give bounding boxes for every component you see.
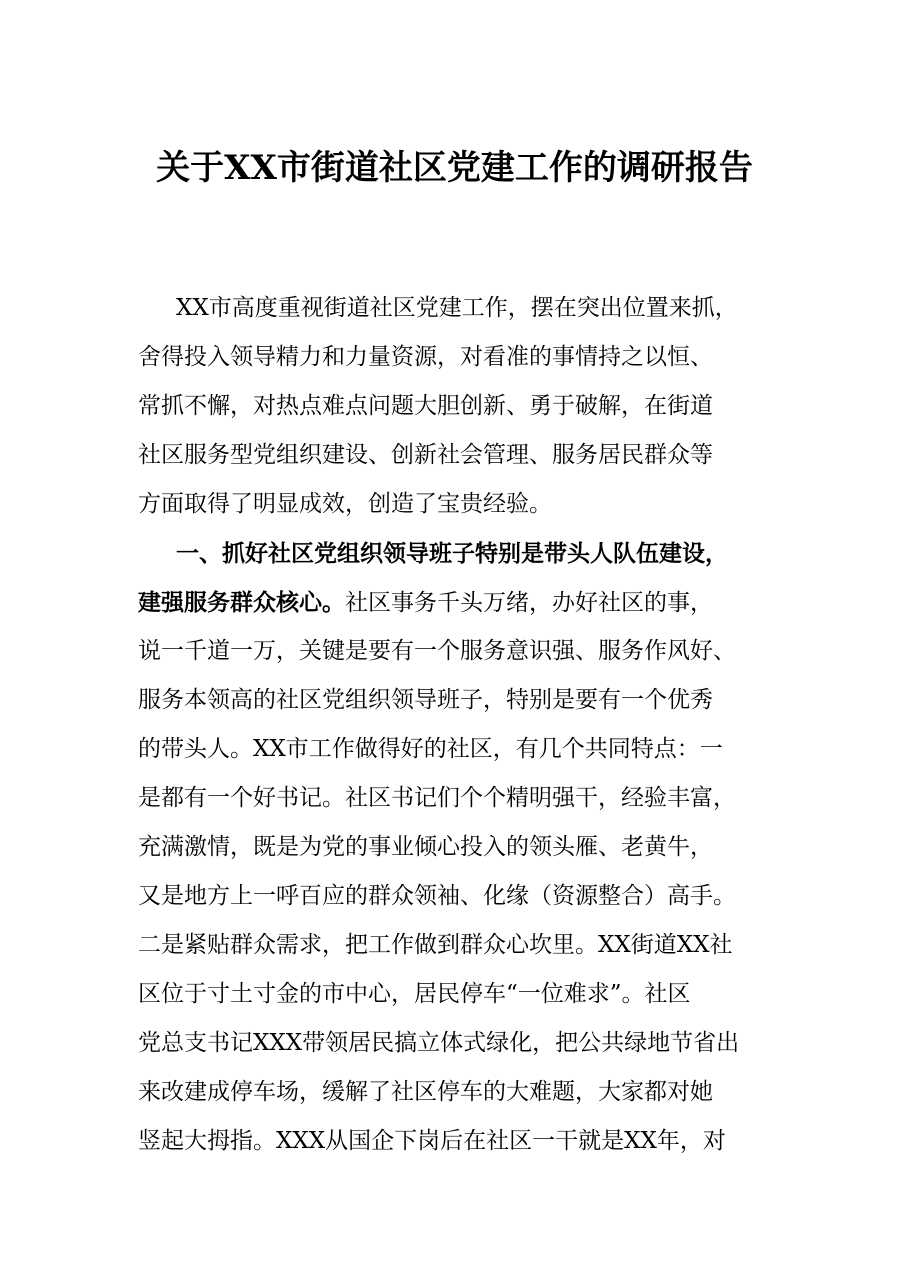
section-heading: 一、抓好社区党组织领导班子特别是带头人队伍建设， [176,540,728,567]
paragraph-line: 区位于寸土寸金的市中心，居民停车“一位难求”。社区 [138,981,691,1007]
section-heading-end: 建强服务群众核心。 [138,589,345,616]
paragraph-line: 说一千道一万，关键是要有一个服务意识强、服务作风好、 [138,638,736,664]
paragraph-line: 来改建成停车场，缓解了社区停车的大难题，大家都对她 [138,1079,713,1105]
paragraph-line: 党总支书记XXX带领居民搞立体式绿化，把公共绿地节省出 [138,1030,740,1056]
paragraph-line: 是都有一个好书记。社区书记们个个精明强干，经验丰富， [138,785,736,811]
paragraph-line: 竖起大拇指。XXX从国企下岗后在社区一干就是XX年，对 [138,1128,726,1154]
intro-paragraph [138,284,778,529]
paragraph-line-text: 社区事务千头万绪，办好社区的事， [345,590,713,616]
paragraph-line: 社区服务型党组织建设、创新社会管理、服务居民群众等 [138,442,713,468]
paragraph-line: 二是紧贴群众需求，把工作做到群众心坎里。XX街道XX社 [138,932,733,958]
paragraph-line: 服务本领高的社区党组织领导班子，特别是要有一个优秀 [138,687,713,713]
paragraph-line: 的带头人。XX市工作做得好的社区，有几个共同特点：一 [138,736,723,762]
document-title: 关于XX市街道社区党建工作的调研报告 [156,148,753,188]
paragraph-line: 又是地方上一呼百应的群众领袖、化缘（资源整合）高手。 [138,883,736,909]
section-1-paragraph [138,529,778,1166]
paragraph-line: 舍得投入领导精力和力量资源，对看准的事情持之以恒、 [138,344,713,370]
paragraph-line: XX市高度重视街道社区党建工作，摆在突出位置来抓， [176,295,738,321]
paragraph-line [138,578,778,627]
paragraph-line: 常抓不懈，对热点难点问题大胆创新、勇于破解，在街道 [138,393,713,419]
paragraph-line: 方面取得了明显成效，创造了宝贵经验。 [138,491,552,517]
paragraph-line: 充满激情，既是为党的事业倾心投入的领头雁、老黄牛， [138,834,713,860]
